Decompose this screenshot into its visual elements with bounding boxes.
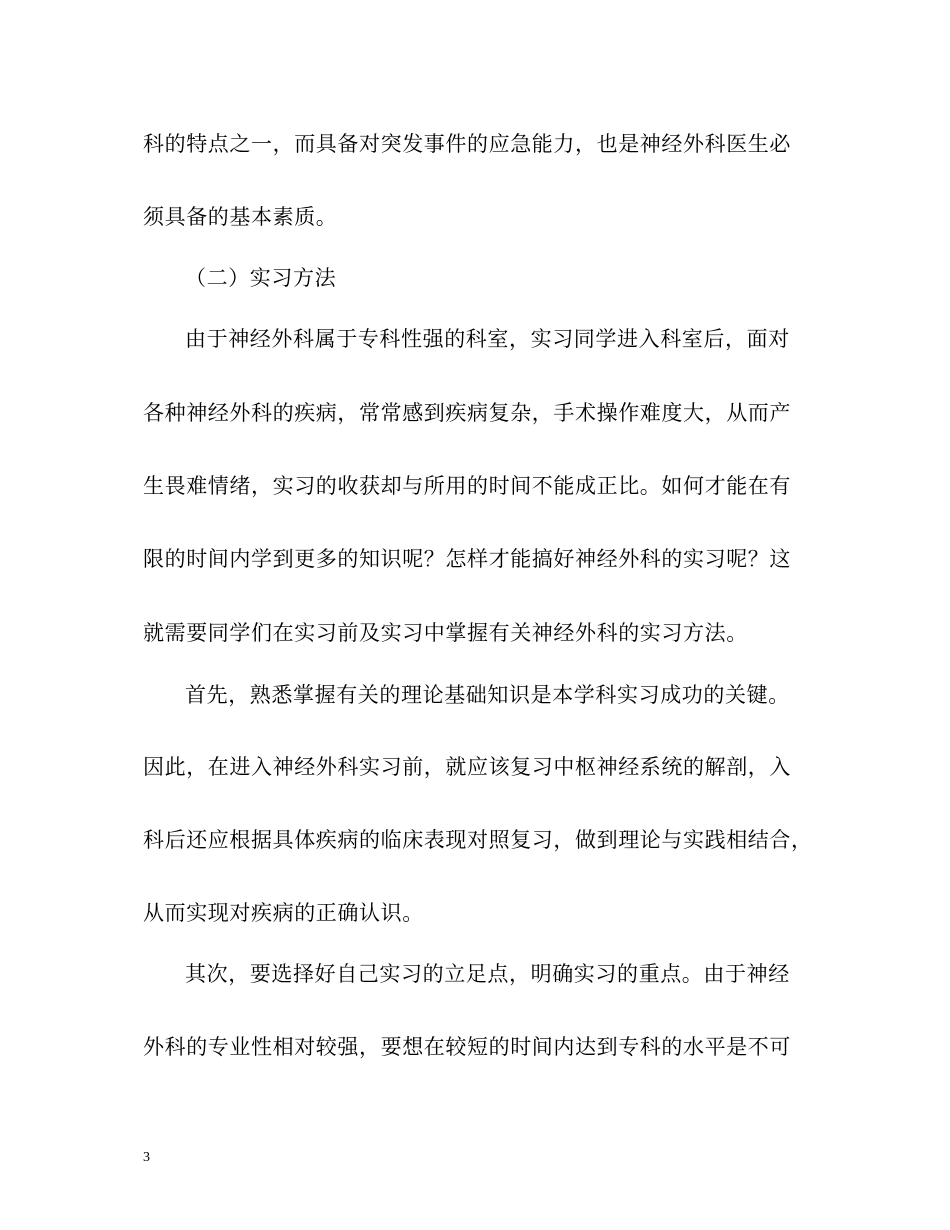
text-line-10: 科后还应根据具体疾病的临床表现对照复习，做到理论与实践相结合，	[143, 828, 813, 852]
text-line-4: 各种神经外科的疾病，常常感到疾病复杂，手术操作难度大，从而产	[143, 401, 791, 425]
text-line-2: 须具备的基本素质。	[143, 205, 338, 229]
text-line-11: 从而实现对疾病的正确认识。	[143, 901, 424, 925]
text-line-5: 生畏难情绪，实习的收获却与所用的时间不能成正比。如何才能在有	[143, 474, 791, 498]
text-line-7: 就需要同学们在实习前及实习中掌握有关神经外科的实习方法。	[143, 621, 748, 645]
text-line-9: 因此，在进入神经外科实习前，就应该复习中枢神经系统的解剖，入	[143, 755, 791, 779]
section-heading: （二）实习方法	[185, 266, 337, 290]
text-line-1: 科的特点之一，而具备对突发事件的应急能力，也是神经外科医生必	[143, 132, 791, 156]
text-line-12: 其次，要选择好自己实习的立足点，明确实习的重点。由于神经	[185, 962, 790, 986]
text-line-8: 首先，熟悉掌握有关的理论基础知识是本学科实习成功的关键。	[185, 683, 790, 707]
text-line-13: 外科的专业性相对较强，要想在较短的时间内达到专科的水平是不可	[143, 1035, 791, 1059]
page-number: 3	[143, 1150, 150, 1165]
text-line-6: 限的时间内学到更多的知识呢？怎样才能搞好神经外科的实习呢？这	[143, 547, 791, 571]
text-line-3: 由于神经外科属于专科性强的科室，实习同学进入科室后，面对	[185, 327, 790, 351]
